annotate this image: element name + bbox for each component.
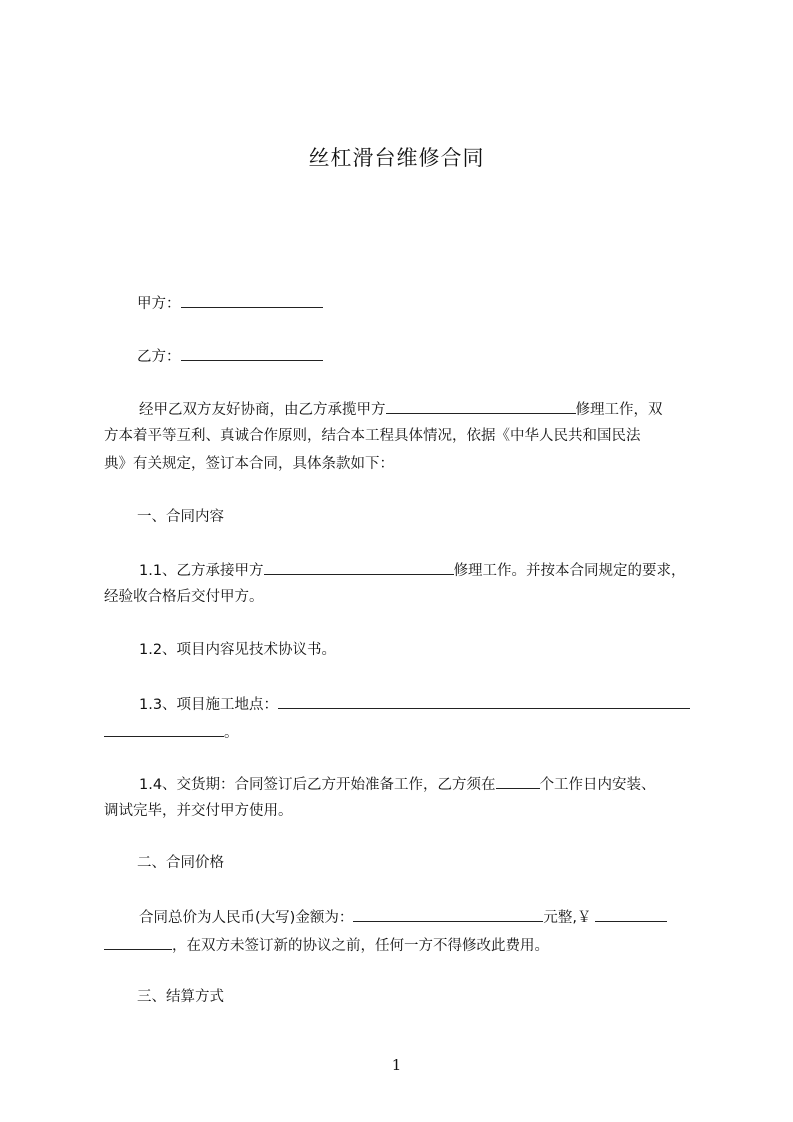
clause-1-3-line-1 <box>139 693 690 715</box>
party-b-line <box>137 345 323 367</box>
clause-1-2: 1.2、项目内容见技术协议书。 <box>139 642 337 658</box>
clause-1-4-text-b: 个工作日内安装、 <box>539 777 656 793</box>
clause-1-1-blank <box>264 559 454 575</box>
clause-1-4-text-a: 1.4、交货期：合同签订后乙方开始准备工作，乙方须在 <box>139 777 496 793</box>
price-line-1 <box>139 906 667 928</box>
clause-1-3-text-a: 1.3、项目施工地点： <box>139 697 279 713</box>
clause-1-1-line-2: 经验收合格后交付甲方。 <box>104 589 264 605</box>
clause-1-4-line-2: 调试完毕，并交付甲方使用。 <box>104 803 293 819</box>
document-title: 丝杠滑台维修合同 <box>308 146 485 170</box>
party-a-label: 甲方： <box>137 296 181 312</box>
price-line-2 <box>104 934 549 956</box>
price-words-blank <box>353 906 543 922</box>
days-blank <box>496 773 540 789</box>
intro-line-2: 方本着平等互利、真诚合作原则，结合本工程具体情况，依据《中华人民共和国民法 <box>104 428 641 444</box>
section-1-heading: 一、合同内容 <box>137 509 224 525</box>
price-text-c: ，在双方未签订新的协议之前，任何一方不得修改此费用。 <box>172 938 549 954</box>
price-number-blank-1 <box>595 906 667 922</box>
clause-1-3-text-b: 。 <box>224 725 239 741</box>
intro-text-b: 修理工作，双 <box>575 402 663 418</box>
page-number: 1 <box>391 1056 402 1074</box>
price-text-a: 合同总价为人民币(大写)金额为： <box>139 910 354 926</box>
party-b-blank <box>181 345 323 361</box>
clause-1-4-line-1 <box>139 773 656 795</box>
site-blank-2 <box>104 721 224 737</box>
clause-1-1-text-a: 1.1、乙方承接甲方 <box>139 563 264 579</box>
intro-line-3: 典》有关规定，签订本合同，具体条款如下： <box>104 456 394 472</box>
site-blank-1 <box>278 693 690 709</box>
clause-1-1-line-1 <box>139 559 686 581</box>
intro-line-1 <box>139 398 663 420</box>
clause-1-1-text-b: 修理工作。并按本合同规定的要求， <box>453 563 686 579</box>
section-2-heading: 二、合同价格 <box>137 855 224 871</box>
clause-1-3-line-2 <box>104 721 239 743</box>
party-a-line <box>137 292 323 314</box>
section-3-heading: 三、结算方式 <box>137 989 224 1005</box>
intro-text-a: 经甲乙双方友好协商，由乙方承揽甲方 <box>139 402 386 418</box>
price-text-b: 元整,￥ <box>543 910 592 926</box>
intro-blank <box>386 398 576 414</box>
price-number-blank-2 <box>104 934 172 950</box>
party-b-label: 乙方： <box>137 349 181 365</box>
party-a-blank <box>181 292 323 308</box>
